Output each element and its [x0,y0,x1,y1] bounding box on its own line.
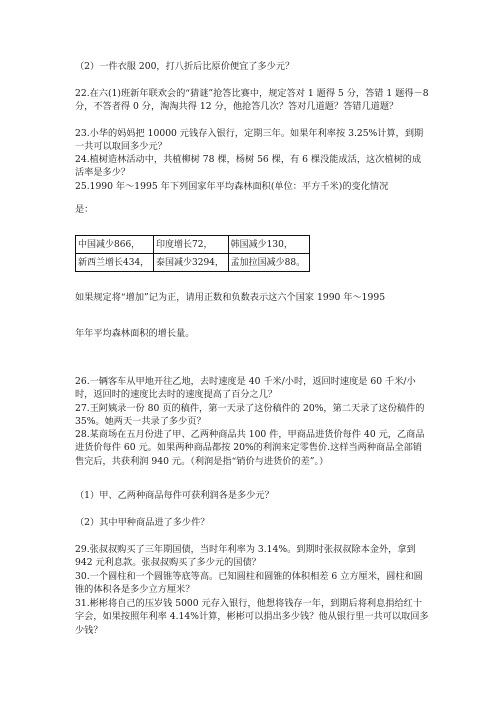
question-24: 24.植树造林活动中，共植柳树 78 棵，杨树 56 棵，有 6 棵没能成活，这次植树的成活率是多少？ [75,154,422,179]
question-28-sub-2: （2）其中甲种商品进了多少件？ [75,517,210,528]
question-26: 26.一辆客车从甲地开往乙地，去时速度是 40 千米/小时，返回时速度是 60 千米/小时，返回时的速度比去时的速度提高了百分之几？ [75,376,416,401]
table-cell: 新西兰增长434， [76,254,154,272]
question-31: 31.彬彬将自己的压岁钱 5000 元存入银行，他想将钱存一年，到期后将利息捐给红十字会，如果按照年利率 4.14%计算，彬彬可以捐出多少钱？他从银行里一共可以取回多少钱？ [75,598,429,636]
question-28-sub-1: （1）甲、乙两种商品每件可获利润各是多少元？ [75,490,274,501]
question-30: 30.一个圆柱和一个圆锥等底等高。已知圆柱和圆锥的体积相差 6 立方厘米，圆柱和圆锥的体积各是多少立方厘米？ [75,571,423,596]
question-28: 28.某商场在五月份进了甲、乙两种商品共 100 件，甲商品进货价每件 40 元，乙商品进货价每件 60 元。如果两种商品都按 20%的利润来定零售价.这样当两种商品全部销售完后，共获利润 940 元。（利润是指“销价与进货价的差”。） [75,429,425,467]
table-cell: 印度增长72， [154,236,229,254]
table-cell: 韩国减少130， [228,236,309,254]
question-23: 23.小华的妈妈把 10000 元钱存入银行，定期三年。如果年利率按 3.25%计算，到期一共可以取回多少元？ [75,128,424,153]
question-25-instruction-cont: 年年平均森林面积的增长量。 [75,328,195,339]
table-cell: 泰国减少3294， [154,254,229,272]
question-22: 22.在六(1)班新年联欢会的“猜谜”抢答比赛中，规定答对 1 题得 5 分，答错 1 题得－8 分，不答者得 0 分，淘淘共得 12 分，他抢答几次？答对几道题？答错几道题？ [75,88,429,113]
question-25-intro: 25.1990 年～1995 年下列国家年平均森林面积(单位：平方千米)的变化情况 [75,181,389,192]
question-25-instruction: 如果规定将“增加”记为正，请用正数和负数表示这六个国家 1990 年～1995 [75,292,386,303]
table-cell: 孟加拉国减少88。 [228,254,309,272]
question-25-intro-cont: 是： [75,204,94,215]
question-27: 27.王阿姨录一份 80 页的稿件，第一天录了这份稿件的 20%，第二天录了这份稿件的 35%。她两天一共录了多少页？ [75,403,425,428]
table-cell: 中国减少866， [76,236,154,254]
forest-area-table [75,235,310,272]
table-row [76,236,310,254]
question-29: 29.张叔叔购买了三年期国债，当时年利率为 3.14%。到期时张叔叔除本金外，拿到 942 元利息款。张叔叔购买了多少元的国债？ [75,544,416,569]
table-row [76,254,310,272]
question-sub-2-clothes: （2）一件衣服 200，打八折后比原价便宜了多少元？ [75,61,295,72]
